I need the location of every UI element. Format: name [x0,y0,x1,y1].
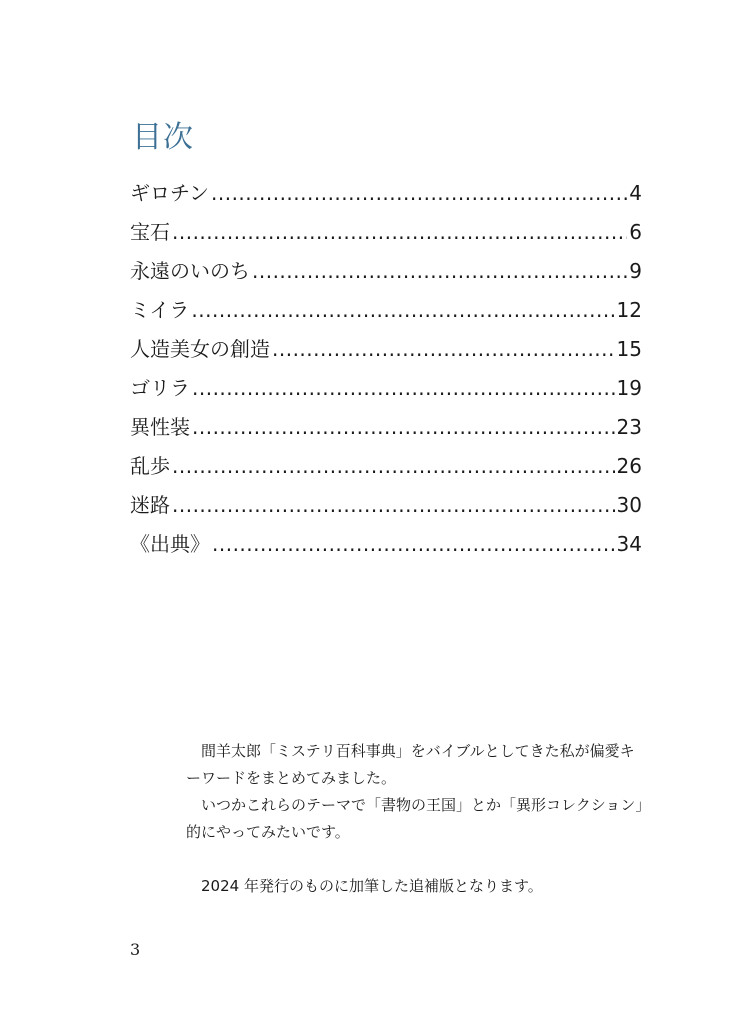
toc-dot-leader [212,525,615,564]
toc-entry-guillotine[interactable] [130,174,642,213]
toc-entry-label: 迷路 [130,493,170,517]
toc-entry-page: 4 [629,181,642,205]
toc-entry-page: 6 [629,220,642,244]
toc-entry-jewel[interactable] [130,213,642,252]
toc-dot-leader [211,174,627,213]
toc-dot-leader [172,486,615,525]
toc-entry-label: ミイラ [130,298,190,322]
toc-dot-leader [191,291,614,330]
toc-entry-label: 宝石 [130,220,170,244]
toc-entry-eternal-life[interactable] [130,252,642,291]
toc-title: 目次 [132,120,194,155]
toc-entry-page: 30 [616,493,642,517]
toc-entry-page: 19 [616,376,642,400]
foreword-paragraph: 間羊太郎「ミステリ百科事典」をバイブルとしてきた私が偏愛キーワードをまとめてみました。 [186,742,635,787]
toc-entry-artificial-beauty[interactable] [130,330,642,369]
toc-entry-page: 26 [616,454,642,478]
toc-entry-label: ゴリラ [130,376,190,400]
toc-entry-page: 9 [629,259,642,283]
toc-entry-label: 乱歩 [130,454,170,478]
toc-entry-page: 12 [616,298,642,322]
toc-entry-label: ギロチン [130,181,209,205]
toc-entry-label: 人造美女の創造 [130,337,270,361]
toc-entry-page: 23 [616,415,642,439]
toc-list [130,174,642,564]
toc-dot-leader [192,408,615,447]
toc-entry-sources[interactable] [130,525,642,564]
page-number: 3 [130,940,141,959]
toc-dot-leader [172,447,615,486]
toc-dot-leader [172,213,627,252]
paragraph-gap [186,846,646,873]
toc-entry-gorilla[interactable] [130,369,642,408]
toc-dot-leader [192,369,615,408]
foreword [186,738,646,900]
toc-entry-label: 異性装 [130,415,190,439]
toc-dot-leader [252,252,627,291]
toc-dot-leader [272,330,615,369]
toc-entry-rampo[interactable] [130,447,642,486]
toc-entry-mummy[interactable] [130,291,642,330]
foreword-paragraph: いつかこれらのテーマで「書物の王国」とか「異形コレクション」的にやってみたいです。 [186,796,643,841]
toc-entry-page: 34 [616,532,642,556]
toc-entry-labyrinth[interactable] [130,486,642,525]
toc-entry-label: 《出典》 [130,532,210,556]
toc-entry-page: 15 [616,337,642,361]
toc-entry-label: 永遠のいのち [130,259,250,283]
foreword-paragraph: 2024 年発行のものに加筆した追補版となります。 [201,877,543,895]
toc-entry-cross-dressing[interactable] [130,408,642,447]
